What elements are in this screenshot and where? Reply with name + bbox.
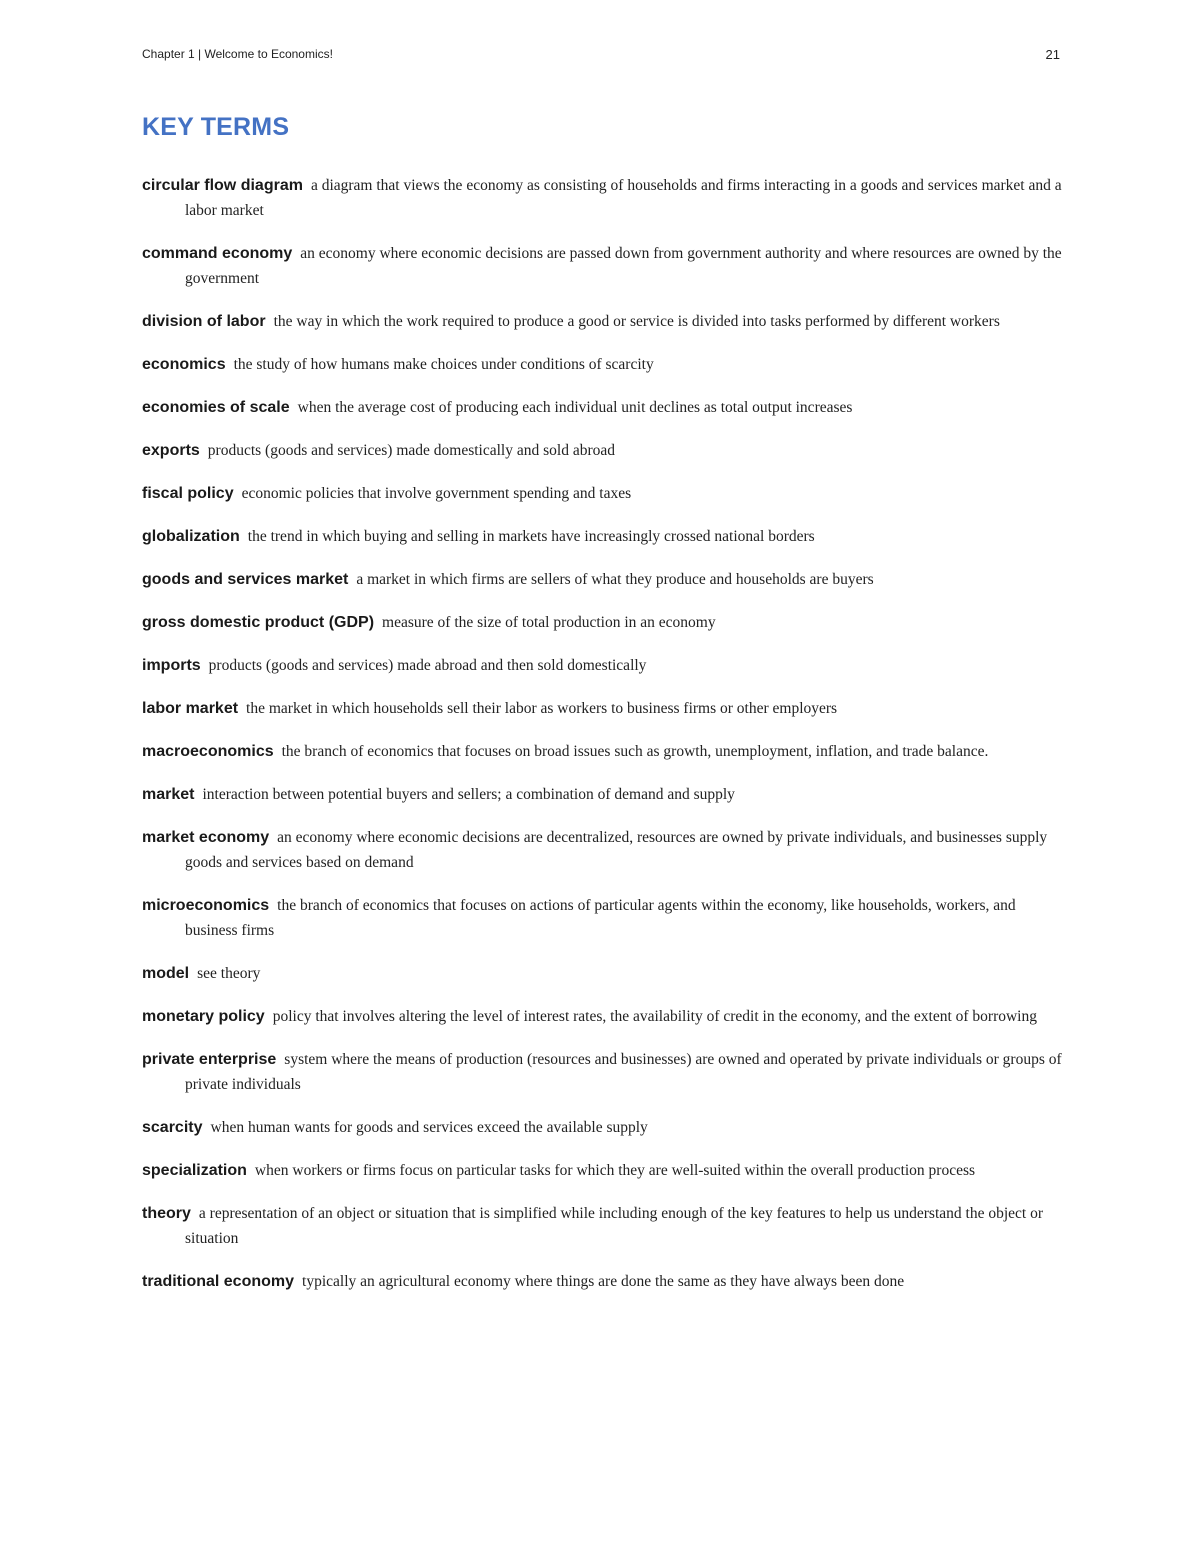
- glossary-term: circular flow diagram: [142, 177, 303, 194]
- glossary-entry: [142, 524, 1062, 549]
- glossary-entry: [142, 241, 1062, 291]
- glossary-term: macroeconomics: [142, 743, 274, 760]
- glossary-definition: the branch of economics that focuses on actions of particular agents within the economy, like households, workers, and business firms: [185, 897, 1016, 939]
- glossary-entry: [142, 739, 1062, 764]
- glossary-definition: the branch of economics that focuses on broad issues such as growth, unemployment, inflation, and trade balance.: [281, 743, 989, 760]
- glossary-definition: typically an agricultural economy where things are done the same as they have always been done: [302, 1273, 905, 1290]
- glossary-term: command economy: [142, 245, 293, 262]
- glossary-definition: a market in which firms are sellers of what they produce and households are buyers: [356, 571, 874, 588]
- glossary-entry: [142, 481, 1062, 506]
- page-number: 21: [1045, 47, 1060, 62]
- glossary-term: specialization: [142, 1162, 247, 1179]
- glossary-term: economies of scale: [142, 399, 290, 416]
- glossary-definition: the market in which households sell their labor as workers to business firms or other employers: [246, 700, 838, 717]
- glossary-definition: when the average cost of producing each individual unit declines as total output increases: [297, 399, 853, 416]
- glossary-entry: [142, 1004, 1062, 1029]
- glossary-entry: [142, 893, 1062, 943]
- glossary-entry: [142, 309, 1062, 334]
- glossary-term: economics: [142, 356, 226, 373]
- glossary-definition: the trend in which buying and selling in markets have increasingly crossed national borders: [247, 528, 815, 545]
- glossary-entry: [142, 610, 1062, 635]
- chapter-title: Chapter 1 | Welcome to Economics!: [142, 47, 333, 61]
- glossary-term: goods and services market: [142, 571, 349, 588]
- glossary-term: imports: [142, 657, 201, 674]
- glossary-term: traditional economy: [142, 1273, 295, 1290]
- glossary-entry: [142, 1158, 1062, 1183]
- glossary-definition: when workers or firms focus on particular tasks for which they are well-suited within the overall production process: [254, 1162, 976, 1179]
- glossary-term: globalization: [142, 528, 240, 545]
- glossary-term: private enterprise: [142, 1051, 277, 1068]
- glossary-definition: when human wants for goods and services exceed the available supply: [210, 1119, 648, 1136]
- glossary-entry: [142, 173, 1062, 223]
- glossary-entry: [142, 438, 1062, 463]
- glossary-entry: [142, 567, 1062, 592]
- section-heading: KEY TERMS: [142, 113, 290, 141]
- glossary-entry: [142, 653, 1062, 678]
- glossary-definition: the study of how humans make choices under conditions of scarcity: [233, 356, 654, 373]
- glossary-term: monetary policy: [142, 1008, 265, 1025]
- glossary-definition: interaction between potential buyers and sellers; a combination of demand and supply: [202, 786, 735, 803]
- glossary-list: [142, 173, 1062, 1312]
- glossary-entry: [142, 696, 1062, 721]
- glossary-definition: see theory: [197, 965, 261, 982]
- glossary-entry: [142, 1201, 1062, 1251]
- glossary-definition: an economy where economic decisions are passed down from government authority and where resources are owned by the government: [185, 245, 1062, 287]
- glossary-term: division of labor: [142, 313, 266, 330]
- glossary-definition: system where the means of production (resources and businesses) are owned and operated by private individuals or groups of private individuals: [185, 1051, 1062, 1093]
- glossary-term: labor market: [142, 700, 239, 717]
- glossary-definition: economic policies that involve government spending and taxes: [241, 485, 632, 502]
- glossary-term: market economy: [142, 829, 270, 846]
- glossary-definition: products (goods and services) made abroad and then sold domestically: [208, 657, 647, 674]
- glossary-definition: a diagram that views the economy as consisting of households and firms interacting in a goods and services market and a labor market: [185, 177, 1062, 219]
- glossary-definition: a representation of an object or situation that is simplified while including enough of the key features to help us understand the object or situation: [185, 1205, 1043, 1247]
- glossary-term: exports: [142, 442, 200, 459]
- glossary-entry: [142, 961, 1062, 986]
- glossary-entry: [142, 1047, 1062, 1097]
- glossary-definition: measure of the size of total production in an economy: [382, 614, 716, 631]
- glossary-term: model: [142, 965, 190, 982]
- glossary-entry: [142, 1269, 1062, 1294]
- glossary-entry: [142, 352, 1062, 377]
- glossary-definition: products (goods and services) made domestically and sold abroad: [207, 442, 615, 459]
- glossary-definition: policy that involves altering the level of interest rates, the availability of credit in the economy, and the extent of borrowing: [272, 1008, 1037, 1025]
- glossary-entry: [142, 1115, 1062, 1140]
- glossary-definition: the way in which the work required to produce a good or service is divided into tasks performed by different workers: [273, 313, 1000, 330]
- glossary-term: market: [142, 786, 195, 803]
- glossary-term: theory: [142, 1205, 191, 1222]
- glossary-entry: [142, 395, 1062, 420]
- glossary-entry: [142, 782, 1062, 807]
- glossary-entry: [142, 825, 1062, 875]
- glossary-term: microeconomics: [142, 897, 270, 914]
- glossary-term: fiscal policy: [142, 485, 234, 502]
- glossary-definition: an economy where economic decisions are decentralized, resources are owned by private individuals, and businesses supply goods and services based on demand: [185, 829, 1048, 871]
- glossary-term: gross domestic product (GDP): [142, 614, 375, 631]
- glossary-term: scarcity: [142, 1119, 203, 1136]
